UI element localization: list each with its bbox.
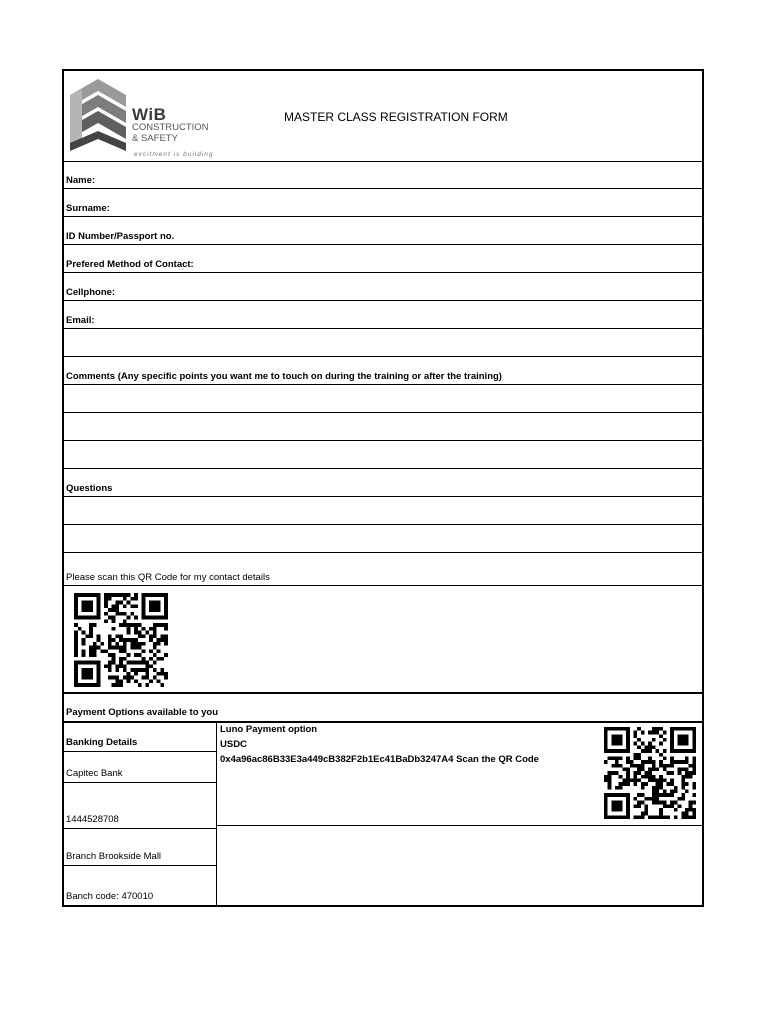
account-number-cell (64, 783, 217, 829)
branch-code: Banch code: 470010 (66, 891, 154, 902)
payment-heading: Payment Options available to you (66, 707, 219, 718)
field-label: Prefered Method of Contact: (66, 259, 194, 270)
surname-field[interactable] (64, 189, 702, 217)
id-number-field[interactable] (64, 217, 702, 245)
luno-qr-code-icon (604, 727, 696, 819)
contact-qr-code-icon (74, 593, 168, 687)
cellphone-field[interactable] (64, 273, 702, 301)
field-label: Cellphone: (66, 287, 116, 298)
logo-tagline: excitment is building (134, 151, 214, 158)
bank-name-cell (64, 752, 217, 783)
email-continuation-field[interactable] (64, 329, 702, 357)
comments-line-3[interactable] (64, 441, 702, 469)
company-logo (68, 77, 218, 157)
registration-form (62, 69, 704, 907)
form-header (64, 71, 702, 162)
field-label: Questions (66, 483, 113, 494)
branch-name: Branch Brookside Mall (66, 851, 162, 862)
email-field[interactable] (64, 301, 702, 329)
luno-heading: Luno Payment option (220, 724, 318, 735)
field-label: Please scan this QR Code for my contact details (66, 572, 270, 583)
field-label: Name: (66, 175, 96, 186)
luno-address: 0x4a96ac86B33E3a449cB382F2b1Ec41BaDb3247A4 Scan the QR Code (220, 754, 539, 765)
questions-line-1[interactable] (64, 497, 702, 525)
logo-brand: WiB (132, 105, 167, 124)
logo-line1: CONSTRUCTION (132, 122, 209, 133)
comments-line-2[interactable] (64, 413, 702, 441)
field-label: Surname: (66, 203, 110, 214)
logo-line2: & SAFETY (132, 133, 178, 144)
payment-options-row (64, 694, 702, 723)
contact-qr-area (64, 586, 702, 694)
luno-currency: USDC (220, 739, 247, 750)
name-field[interactable] (64, 161, 702, 189)
comments-line-1[interactable] (64, 385, 702, 413)
banking-details (64, 723, 217, 907)
branch-cell (64, 829, 217, 866)
field-label: Comments (Any specific points you want me to touch on during the training or after the training) (66, 371, 502, 382)
banking-heading: Banking Details (66, 737, 138, 748)
account-number: 1444528708 (66, 814, 119, 825)
field-label: ID Number/Passport no. (66, 231, 175, 242)
contact-method-field[interactable] (64, 245, 702, 273)
comments-label-row (64, 357, 702, 385)
qr-instruction-row (64, 553, 702, 586)
banking-heading-cell (64, 723, 217, 752)
questions-label-row (64, 469, 702, 497)
questions-line-2[interactable] (64, 525, 702, 553)
luno-payment-section (217, 723, 702, 826)
bank-name: Capitec Bank (66, 768, 123, 779)
field-label: Email: (66, 315, 95, 326)
branch-code-cell (64, 866, 217, 905)
form-title: MASTER CLASS REGISTRATION FORM (284, 110, 508, 124)
wib-logo-icon (68, 77, 130, 153)
